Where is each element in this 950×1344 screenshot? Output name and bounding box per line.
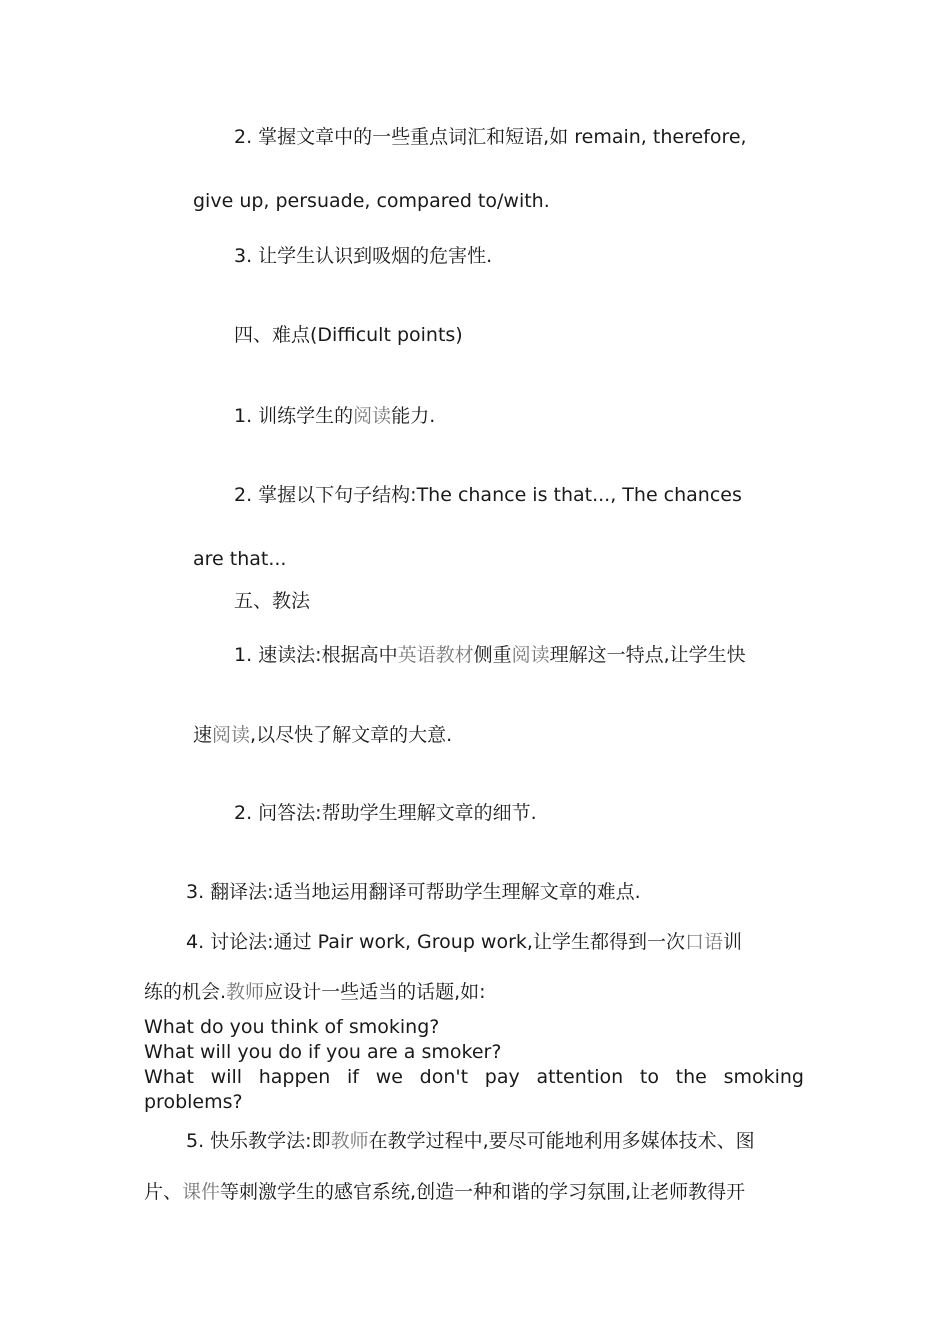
text-line: 5. 快乐教学法:即教师在教学过程中,要尽可能地利用多媒体技术、图 — [186, 1130, 755, 1152]
text-line: 2. 掌握以下句子结构:The chance is that..., The chances — [234, 484, 742, 506]
text-line: 3. 翻译法:适当地运用翻译可帮助学生理解文章的难点. — [186, 881, 641, 903]
text-line: 4. 讨论法:通过 Pair work, Group work,让学生都得到一次口语训 — [186, 931, 742, 953]
text-line: 速阅读,以尽快了解文章的大意. — [193, 724, 453, 746]
keyword-link: 英语教材 — [397, 644, 474, 666]
text-line: 练的机会.教师应设计一些适当的话题,如: — [144, 981, 486, 1003]
text-line: 2. 掌握文章中的一些重点词汇和短语,如 remain, therefore, — [234, 126, 747, 148]
text-line: give up, persuade, compared to/with. — [193, 190, 550, 212]
question-line: What do you think of smoking? — [144, 1016, 440, 1038]
keyword-link: 教师 — [226, 981, 265, 1003]
section-heading: 四、难点(Difficult points) — [234, 324, 463, 346]
keyword-link: 阅读 — [353, 405, 392, 427]
section-heading: 五、教法 — [234, 590, 311, 612]
text-line: 1. 速读法:根据高中英语教材侧重阅读理解这一特点,让学生快 — [234, 644, 746, 666]
keyword-link: 阅读 — [511, 644, 550, 666]
keyword-link: 阅读 — [212, 724, 251, 746]
keyword-link: 口语 — [684, 931, 723, 953]
question-line: What will happen if we don't pay attention to the smoking — [144, 1066, 804, 1088]
text-line: are that... — [193, 548, 287, 570]
question-line: problems? — [144, 1091, 243, 1113]
question-line: What will you do if you are a smoker? — [144, 1041, 502, 1063]
text-line: 片、课件等刺激学生的感官系统,创造一种和谐的学习氛围,让老师教得开 — [144, 1181, 746, 1203]
text-line: 2. 问答法:帮助学生理解文章的细节. — [234, 802, 537, 824]
keyword-link: 课件 — [182, 1181, 221, 1203]
keyword-link: 教师 — [330, 1130, 369, 1152]
text-line: 3. 让学生认识到吸烟的危害性. — [234, 245, 493, 267]
text-line: 1. 训练学生的阅读能力. — [234, 405, 436, 427]
